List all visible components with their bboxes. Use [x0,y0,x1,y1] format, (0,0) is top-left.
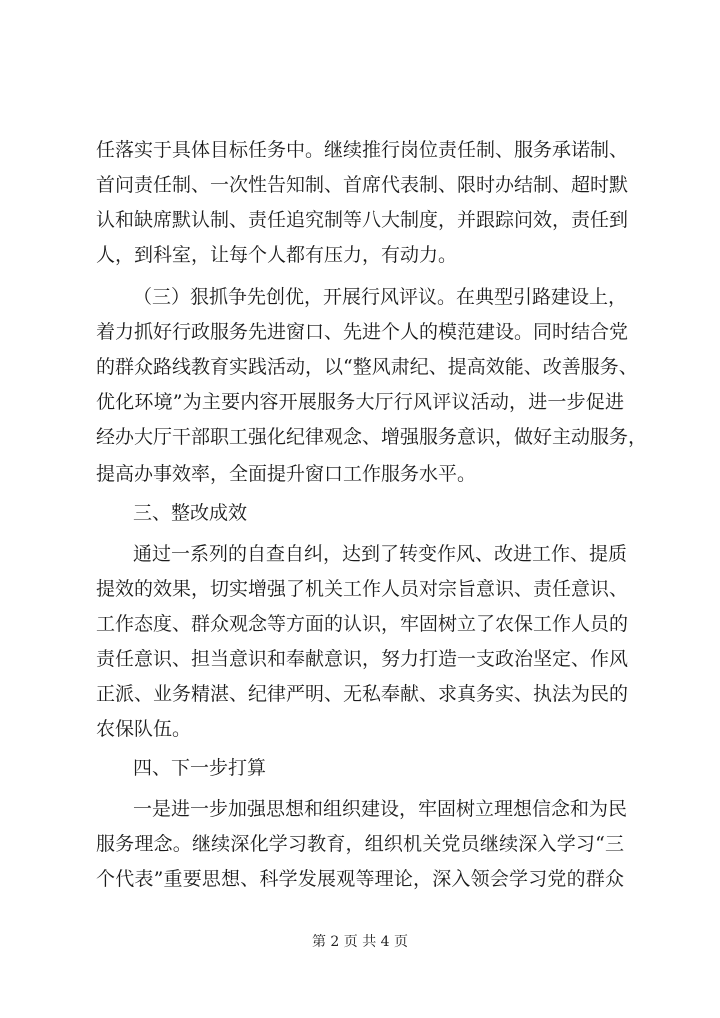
text-line: 人，到科室，让每个人都有压力，有动力。 [96,244,458,266]
text-line: （三）狠抓争先创优，开展行风评议。在典型引路建设上， [133,286,628,308]
page-number-footer: 第 2 页 共 4 页 [311,934,409,950]
text-line: 任落实于具体目标任务中。继续推行岗位责任制、服务承诺制、 [96,139,629,161]
text-line: 一是进一步加强思想和组织建设，牢固树立理想信念和为民 [133,798,628,820]
text-line: 责任意识、担当意识和奉献意识，努力打造一支政治坚定、作风 [96,648,629,670]
text-line: 服务理念。继续深化学习教育，组织机关党员继续深入学习“三 [96,833,624,855]
text-line: 工作态度、群众观念等方面的认识，牢固树立了农保工作人员的 [96,613,629,635]
text-line: 提效的效果，切实增强了机关工作人员对宗旨意识、责任意识、 [96,578,629,600]
text-line: 个代表”重要思想、科学发展观等理论，深入领会学习党的群众 [96,868,624,890]
text-line: 优化环境”为主要内容开展服务大厅行风评议活动，进一步促进 [96,391,624,413]
text-line: 认和缺席默认制、责任追究制等八大制度，并跟踪问效，责任到 [96,209,629,231]
text-line: 首问责任制、一次性告知制、首席代表制、限时办结制、超时默 [96,174,629,196]
text-line: 着力抓好行政服务先进窗口、先进个人的模范建设。同时结合党 [96,321,629,343]
text-line: 通过一系列的自查自纠，达到了转变作风、改进工作、提质 [133,543,628,565]
text-line: 经办大厅干部职工强化纪律观念、增强服务意识，做好主动服务， [96,426,648,448]
section-heading: 三、整改成效 [133,502,248,524]
text-line: 的群众路线教育实践活动，以“整风肃纪、提高效能、改善服务、 [96,356,638,378]
text-line: 提高办事效率，全面提升窗口工作服务水平。 [96,463,477,485]
text-line: 农保队伍。 [96,718,192,740]
text-line: 正派、业务精湛、纪律严明、无私奉献、求真务实、执法为民的 [96,683,629,705]
section-heading: 四、下一步打算 [133,757,267,779]
